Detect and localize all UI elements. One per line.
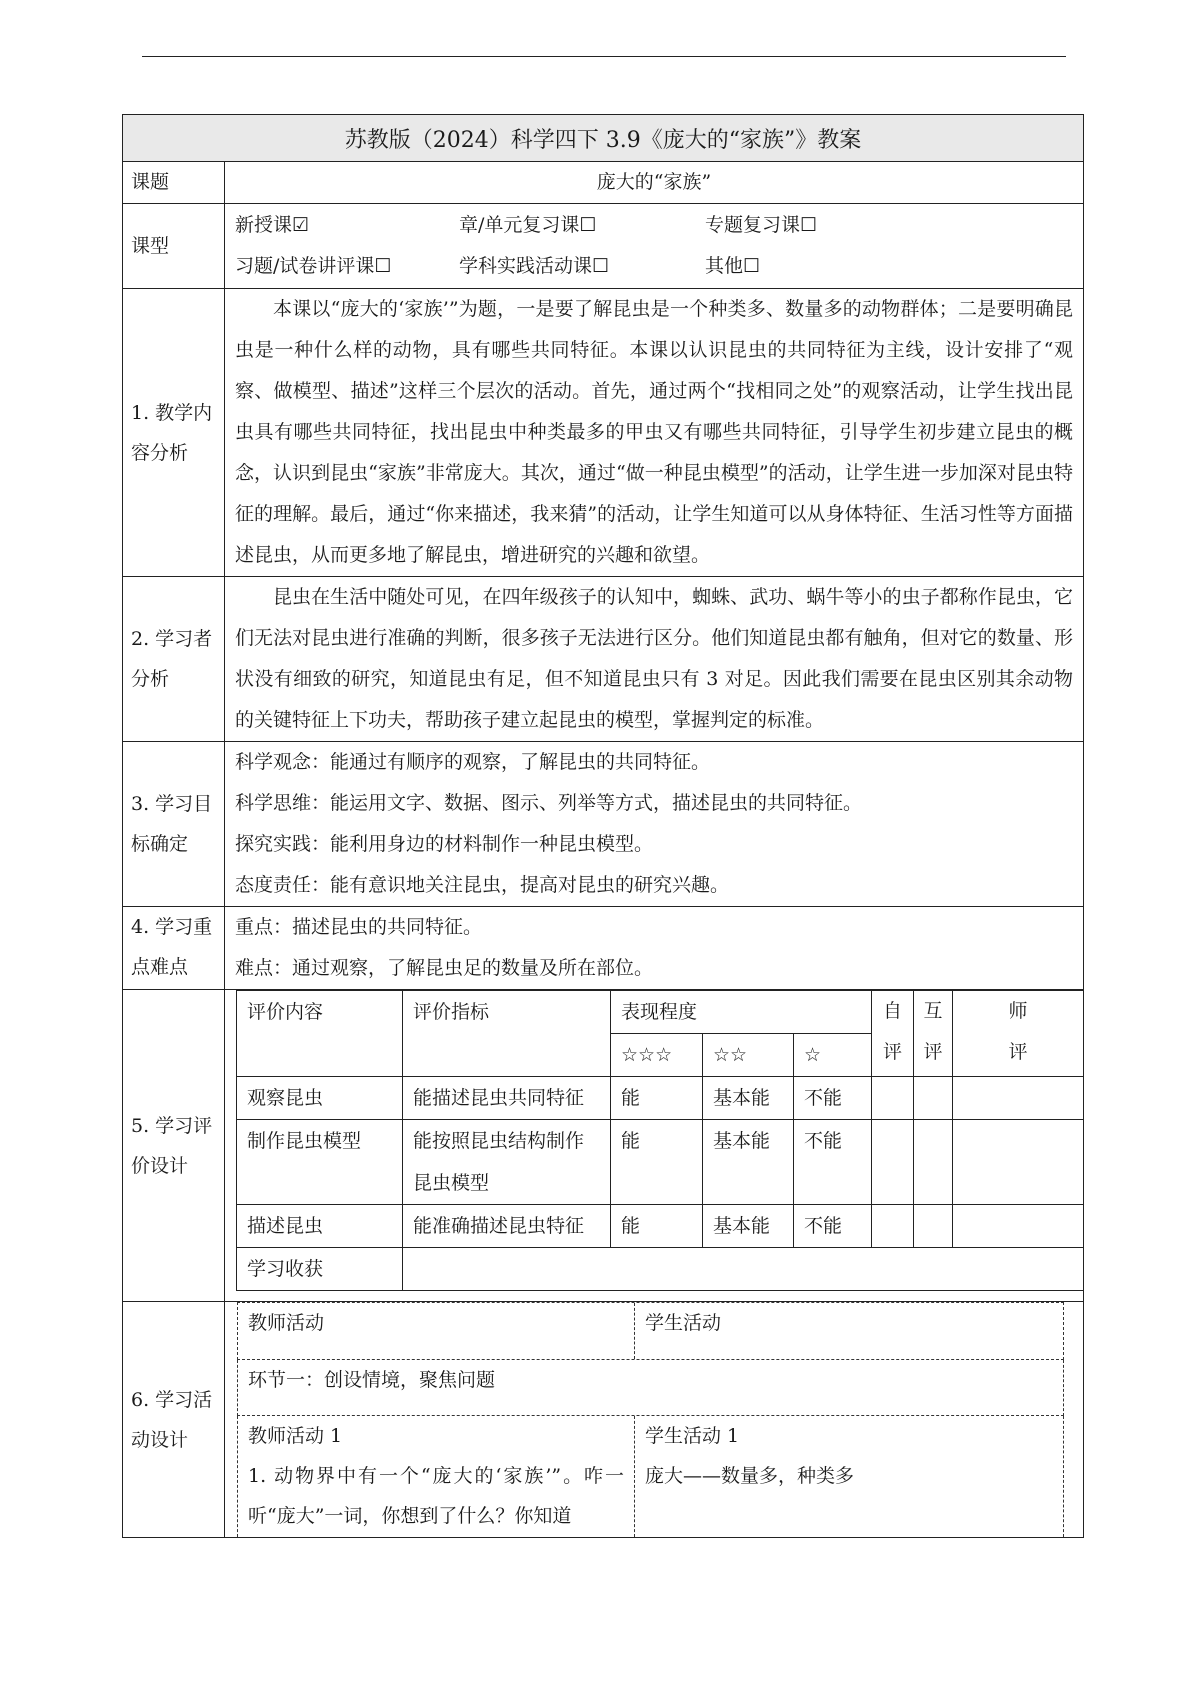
lesson-type-new: 新授课☑	[235, 214, 310, 236]
eval-header-teacher: 师 评	[953, 991, 1084, 1077]
harvest-label: 学习收获	[237, 1248, 403, 1291]
harvest-field[interactable]	[403, 1248, 1084, 1291]
header-rule	[142, 56, 1066, 57]
teacher-activity-1-title: 教师活动 1	[248, 1425, 343, 1447]
topic-label: 课题	[123, 162, 225, 204]
lesson-type-unit-review: 章/单元复习课☐	[459, 214, 597, 236]
document-title: 苏教版（2024）科学四下 3.9《庞大的“家族”》教案	[123, 115, 1084, 162]
student-activity-1	[635, 1416, 1063, 1537]
activity-header-teacher: 教师活动	[238, 1303, 635, 1359]
section-activity-label: 6. 学习活 动设计	[123, 1302, 225, 1538]
objective-thinking: 科学思维：能运用文字、数据、图示、列举等方式，描述昆虫的共同特征。	[235, 792, 863, 814]
self-score-cell[interactable]	[872, 1077, 914, 1120]
stars-one: ☆	[794, 1034, 872, 1077]
section-key-points-label: 4. 学习重 点难点	[123, 907, 225, 990]
section-learner-analysis-label: 2. 学习者 分析	[123, 577, 225, 742]
peer-score-cell[interactable]	[914, 1120, 953, 1205]
teacher-score-cell[interactable]	[953, 1205, 1084, 1248]
self-score-cell[interactable]	[872, 1120, 914, 1205]
eval-header-self: 自 评	[872, 991, 914, 1077]
content-analysis-text: 本课以“庞大的‘家族’”为题，一是要了解昆虫是一个种类多、数量多的动物群体；二是要明确昆虫是一种什么样的动物，具有哪些共同特征。本课以认识昆虫的共同特征为主线，设计安排了“观察、做模型、描述”这样三个层次的活动。首先，通过两个“找相同之处”的观察活动，让学生找出昆虫具有哪些共同特征，找出昆虫中种类最多的甲虫又有哪些共同特征，引导学生初步建立昆虫的概念，认识到昆虫“家族”非常庞大。其次，通过“做一种昆虫模型”的活动，让学生进一步加深对昆虫特征的理解。最后，通过“你来描述，我来猜”的活动，让学生知道可以从身体特征、生活习性等方面描述昆虫，从而更多地了解昆虫，增进研究的兴趣和欲望。	[235, 298, 1073, 566]
lesson-type-exercise: 习题/试卷讲评课☐	[235, 255, 392, 277]
lesson-type-options	[225, 204, 1084, 289]
section-evaluation-label: 5. 学习评 价设计	[123, 990, 225, 1302]
lesson-type-label: 课型	[123, 204, 225, 289]
section-objectives-label: 3. 学习目 标确定	[123, 742, 225, 907]
objective-practice: 探究实践：能利用身边的材料制作一种昆虫模型。	[235, 833, 654, 855]
objective-attitude: 态度责任：能有意识地关注昆虫，提高对昆虫的研究兴趣。	[235, 874, 730, 896]
lesson-type-practice: 学科实践活动课☐	[459, 255, 610, 277]
activity-stage-title: 环节一：创设情境，聚焦问题	[248, 1369, 496, 1391]
activity-table	[237, 1302, 1064, 1537]
student-activity-1-title: 学生活动 1	[645, 1425, 740, 1447]
eval-row: 制作昆虫模型 能按照昆虫结构制作昆虫模型 能 基本能 不能	[237, 1120, 1084, 1205]
self-score-cell[interactable]	[872, 1205, 914, 1248]
stars-three: ☆☆☆	[611, 1034, 703, 1077]
evaluation-table	[236, 990, 1084, 1291]
peer-score-cell[interactable]	[914, 1205, 953, 1248]
stars-two: ☆☆	[703, 1034, 794, 1077]
lesson-type-other: 其他☐	[705, 255, 761, 277]
teacher-activity-1-text: 1. 动物界中有一个“庞大的‘家族’”。咋一听“庞大”一词，你想到了什么？你知道	[248, 1465, 624, 1527]
section-content-analysis-label: 1. 教学内 容分析	[123, 289, 225, 577]
objective-concept: 科学观念：能通过有顺序的观察，了解昆虫的共同特征。	[235, 751, 711, 773]
difficult-point: 难点：通过观察，了解昆虫足的数量及所在部位。	[235, 957, 654, 979]
key-point: 重点：描述昆虫的共同特征。	[235, 916, 483, 938]
lesson-plan-table	[122, 114, 1084, 1538]
teacher-score-cell[interactable]	[953, 1120, 1084, 1205]
peer-score-cell[interactable]	[914, 1077, 953, 1120]
teacher-score-cell[interactable]	[953, 1077, 1084, 1120]
eval-row: 观察昆虫 能描述昆虫共同特征 能 基本能 不能	[237, 1077, 1084, 1120]
learner-analysis-text: 昆虫在生活中随处可见，在四年级孩子的认知中，蜘蛛、武功、蜗牛等小的虫子都称作昆虫，它们无法对昆虫进行准确的判断，很多孩子无法进行区分。他们知道昆虫都有触角，但对它的数量、形状没有细致的研究，知道昆虫有足，但不知道昆虫只有 3 对足。因此我们需要在昆虫区别其余动物的关键特征上下功夫，帮助孩子建立起昆虫的模型，掌握判定的标准。	[235, 586, 1073, 731]
lesson-type-topic-review: 专题复习课☐	[705, 214, 818, 236]
activity-header-student: 学生活动	[645, 1312, 722, 1334]
eval-row: 描述昆虫 能准确描述昆虫特征 能 基本能 不能	[237, 1205, 1084, 1248]
eval-header-level: 表现程度	[611, 991, 872, 1034]
eval-header-index: 评价指标	[403, 991, 611, 1077]
teacher-activity-1	[238, 1416, 635, 1537]
eval-header-peer: 互 评	[914, 991, 953, 1077]
eval-header-content: 评价内容	[237, 991, 403, 1077]
student-activity-1-text: 庞大——数量多，种类多	[645, 1465, 855, 1487]
topic-value: 庞大的“家族”	[225, 162, 1084, 204]
